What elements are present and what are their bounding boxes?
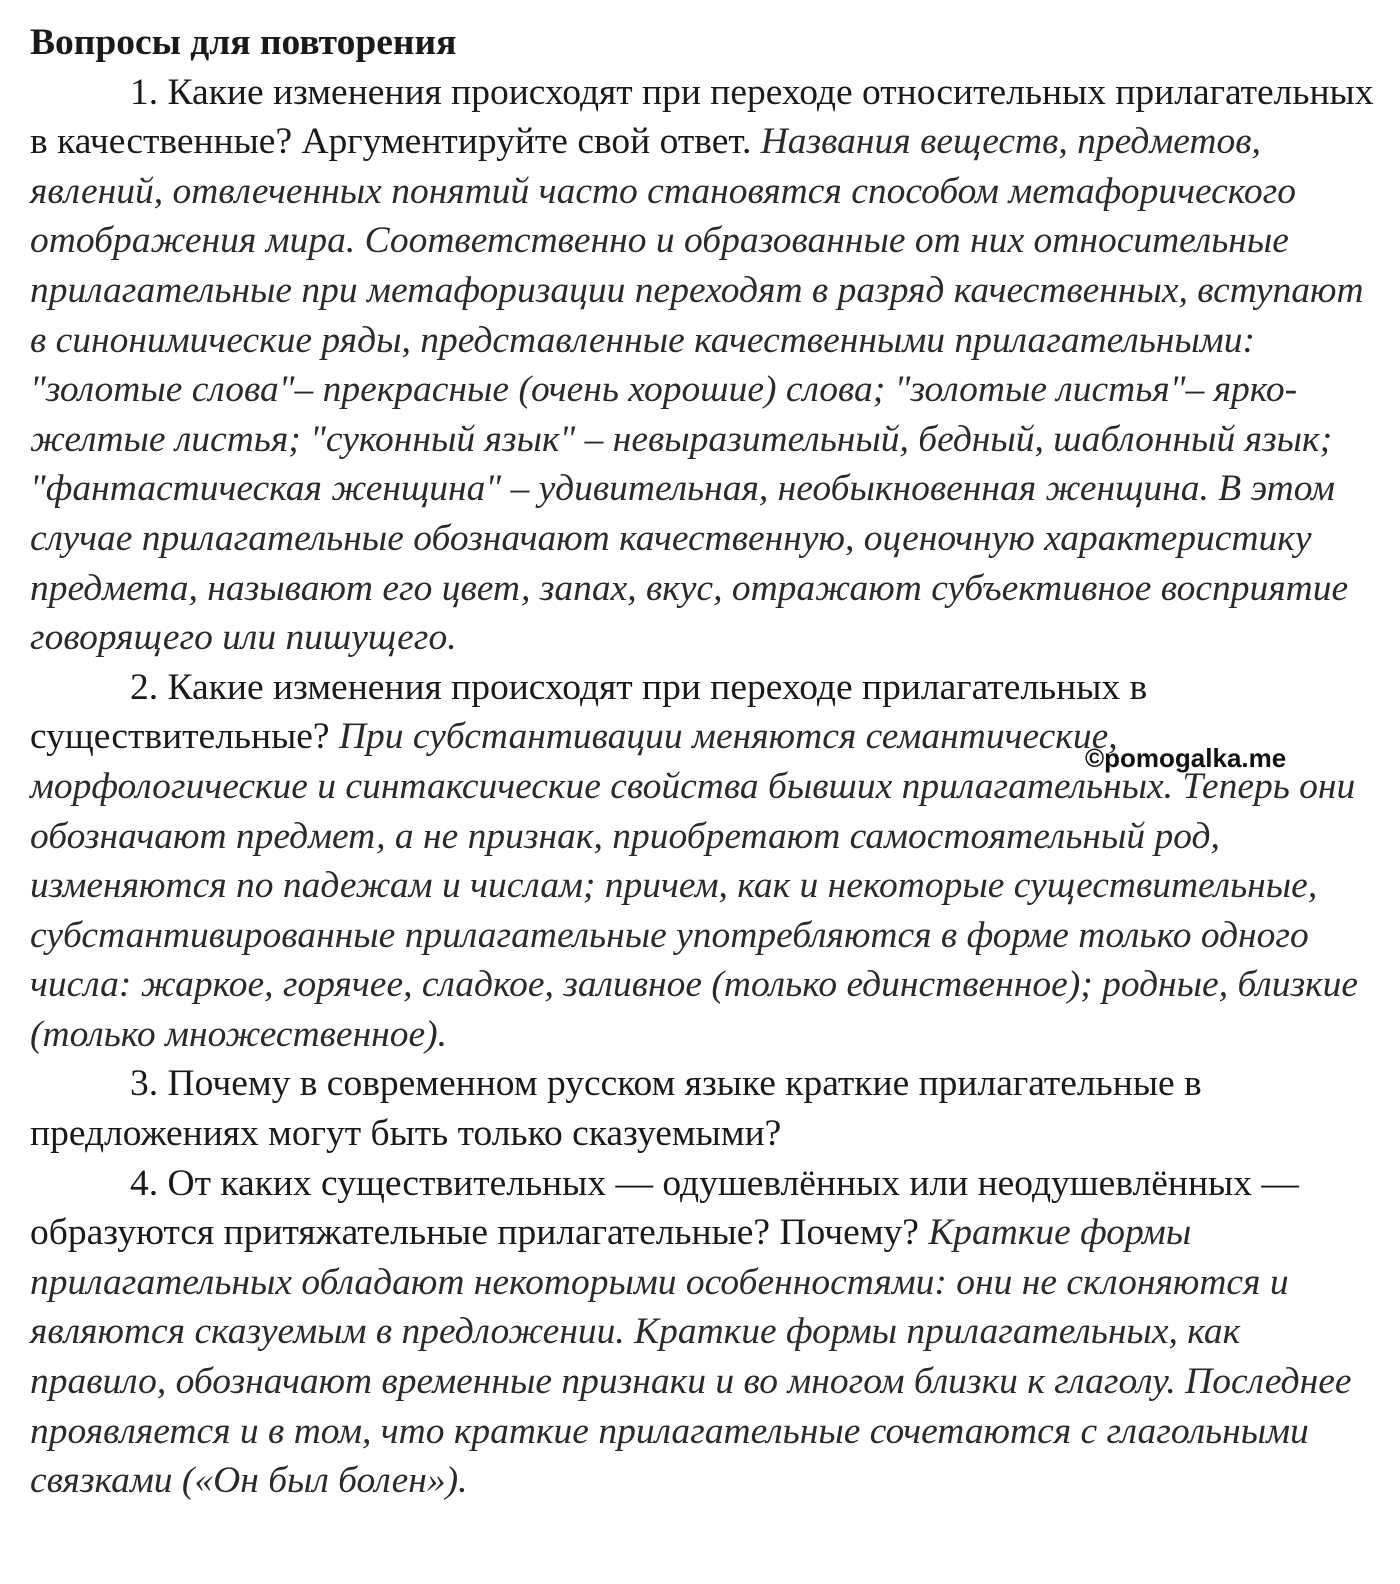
question-1 <box>30 68 1375 663</box>
question-2-text: 2. Какие изменения происходят при переходе прилагательных в существительные? <box>30 666 1148 758</box>
question-2 <box>30 663 1375 1060</box>
page-title: Вопросы для повторения <box>30 22 457 63</box>
answer-4-text: Краткие формы прилагательных обладают некоторыми особенностями: они не склоняются и являются сказуемым в предложении. Краткие формы прилагательных, как правило, обозначают временные признаки и во многом близки к глаголу. Последнее проявляется и в том, что краткие прилагательные сочетаются с глагольными связками («Он был болен»). <box>30 1212 1352 1502</box>
watermark: ©pomogalka.me <box>1085 743 1287 773</box>
question-3-text: 3. Почему в современном русском языке краткие прилагательные в предложениях могут быть только сказуемыми? <box>30 1063 1202 1155</box>
question-4 <box>30 1159 1375 1506</box>
question-3 <box>30 1059 1375 1158</box>
question-4-text: 4. От каких существительных — одушевлённых или неодушевлённых — образуются притяжательные прилагательные? Почему? <box>30 1162 1299 1254</box>
answer-2-text: При субстантивации меняются семантические, морфологические и синтаксические свойства бывших прилагательных. Теперь они обозначают предмет, а не признак, приобретают самостоятельный род, изменяются по падежам и числам; причем, как и некоторые существительные, субстантивированные прилагательные употребляются в форме только одного числа: жаркое, горячее, сладкое, заливное (только единственное); родные, близкие (только множественное). <box>30 716 1359 1055</box>
answer-1-text: Названия веществ, предметов, явлений, отвлеченных понятий часто становятся способом метафорического отображения мира. Соответственно и образованные от них относительные прилагательные при метафоризации переходят в разряд качественных, вступают в синонимические ряды, представленные качественными прилагательными: "золотые слова"– прекрасные (очень хорошие) слова; "золотые листья"– ярко-желтые листья; "суконный язык" – невыразительный, бедный, шаблонный язык; "фантастическая женщина" – удивительная, необыкновенная женщина. В этом случае прилагательные обозначают качественную, оценочную характеристику предмета, называют его цвет, запах, вкус, отражают субъективное восприятие говорящего или пишущего. <box>30 121 1364 659</box>
question-1-text: 1. Какие изменения происходят при переходе относительных прилагательных в качественные? Аргументируйте свой ответ. <box>30 71 1374 163</box>
